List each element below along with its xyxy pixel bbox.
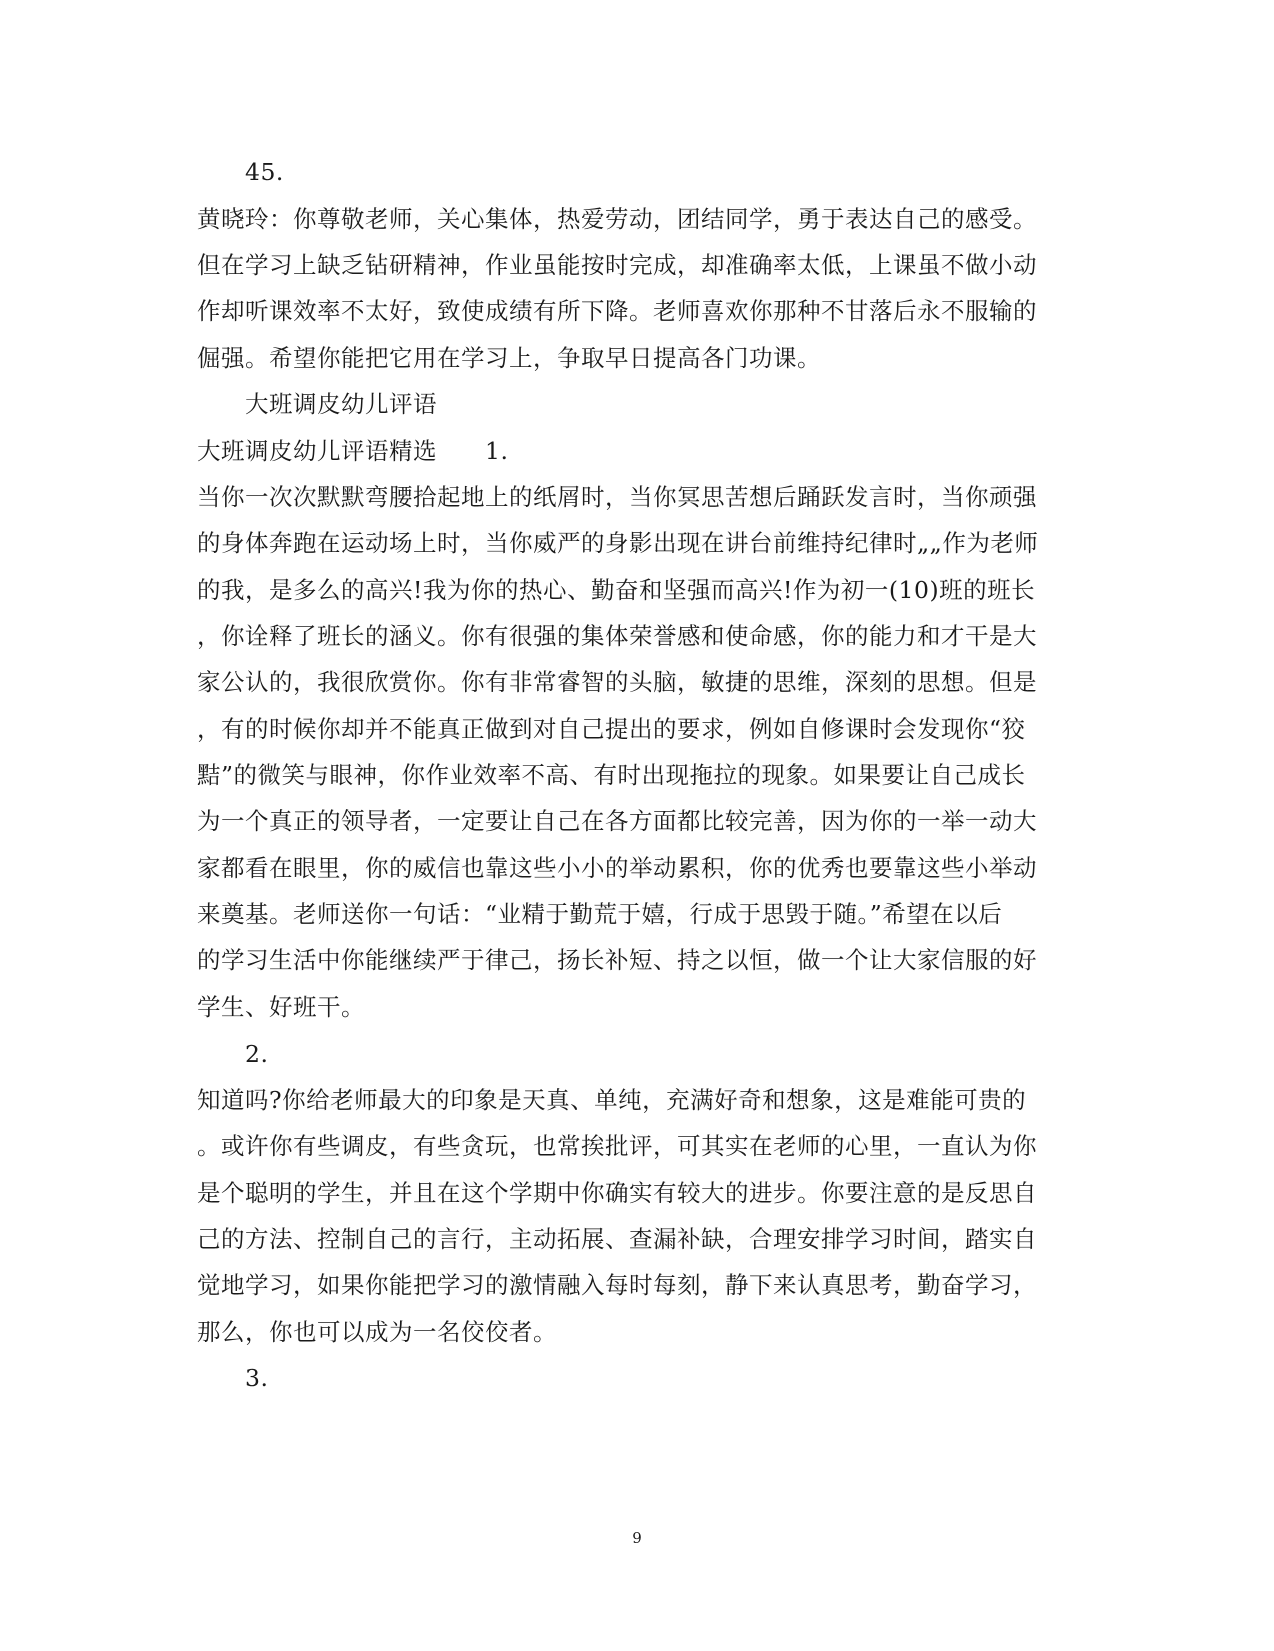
paragraph-line: 黠”的微笑与眼神，你作业效率不高、有时出现拖拉的现象。如果要让自己成长 bbox=[197, 761, 1026, 789]
paragraph-line: ，你诠释了班长的涵义。你有很强的集体荣誉感和使命感，你的能力和才干是大 bbox=[197, 622, 1037, 650]
paragraph-line: 己的方法、控制自己的言行，主动拓展、查漏补缺，合理安排学习时间，踏实自 bbox=[197, 1225, 1037, 1253]
paragraph-line: 家公认的，我很欣赏你。你有非常睿智的头脑，敏捷的思维，深刻的思想。但是 bbox=[197, 668, 1037, 696]
paragraph-line: 的学习生活中你能继续严于律己，扬长补短、持之以恒，做一个让大家信服的好 bbox=[197, 946, 1037, 974]
item-number-45: 45. bbox=[245, 158, 284, 186]
paragraph-line: 倔强。希望你能把它用在学习上，争取早日提高各门功课。 bbox=[197, 344, 821, 372]
paragraph-line: 来奠基。老师送你一句话：“业精于勤荒于嬉，行成于思毁于随。”希望在以后 bbox=[197, 900, 1003, 928]
paragraph-line: 学生、好班干。 bbox=[197, 993, 365, 1021]
paragraph-line: 是个聪明的学生，并且在这个学期中你确实有较大的进步。你要注意的是反思自 bbox=[197, 1179, 1037, 1207]
paragraph-line: 当你一次次默默弯腰拾起地上的纸屑时，当你冥思苦想后踊跃发言时，当你顽强 bbox=[197, 483, 1037, 511]
paragraph-line: 家都看在眼里，你的威信也靠这些小小的举动累积，你的优秀也要靠这些小举动 bbox=[197, 854, 1037, 882]
paragraph-line: 为一个真正的领导者，一定要让自己在各方面都比较完善，因为你的一举一动大 bbox=[197, 807, 1037, 835]
item-number-3: 3. bbox=[245, 1364, 269, 1392]
paragraph-line: ，有的时候你却并不能真正做到对自己提出的要求，例如自修课时会发现你“狡 bbox=[197, 715, 1026, 743]
paragraph-line: 但在学习上缺乏钻研精神，作业虽能按时完成，却准确率太低，上课虽不做小动 bbox=[197, 251, 1037, 279]
paragraph-line: 的我，是多么的高兴!我为你的热心、勤奋和坚强而高兴!作为初一(10)班的班长 bbox=[197, 576, 1036, 604]
subsection-heading: 大班调皮幼儿评语精选 1. bbox=[197, 437, 509, 465]
paragraph-line: 作却听课效率不太好，致使成绩有所下降。老师喜欢你那种不甘落后永不服输的 bbox=[197, 297, 1037, 325]
paragraph-line: 黄晓玲：你尊敬老师，关心集体，热爱劳动，团结同学，勇于表达自己的感受。 bbox=[197, 205, 1037, 233]
paragraph-line: 。或许你有些调皮，有些贪玩，也常挨批评，可其实在老师的心里，一直认为你 bbox=[197, 1132, 1037, 1160]
paragraph-line: 知道吗?你给老师最大的印象是天真、单纯，充满好奇和想象，这是难能可贵的 bbox=[197, 1086, 1027, 1114]
item-number-2: 2. bbox=[245, 1040, 269, 1068]
paragraph-line: 的身体奔跑在运动场上时，当你威严的身影出现在讲台前维持纪律时„„作为老师 bbox=[197, 529, 1039, 557]
paragraph-line: 那么，你也可以成为一名佼佼者。 bbox=[197, 1318, 557, 1346]
paragraph-line: 觉地学习，如果你能把学习的激情融入每时每刻，静下来认真思考，勤奋学习， bbox=[197, 1271, 1037, 1299]
page-number: 9 bbox=[632, 1529, 642, 1547]
section-heading: 大班调皮幼儿评语 bbox=[245, 390, 437, 418]
